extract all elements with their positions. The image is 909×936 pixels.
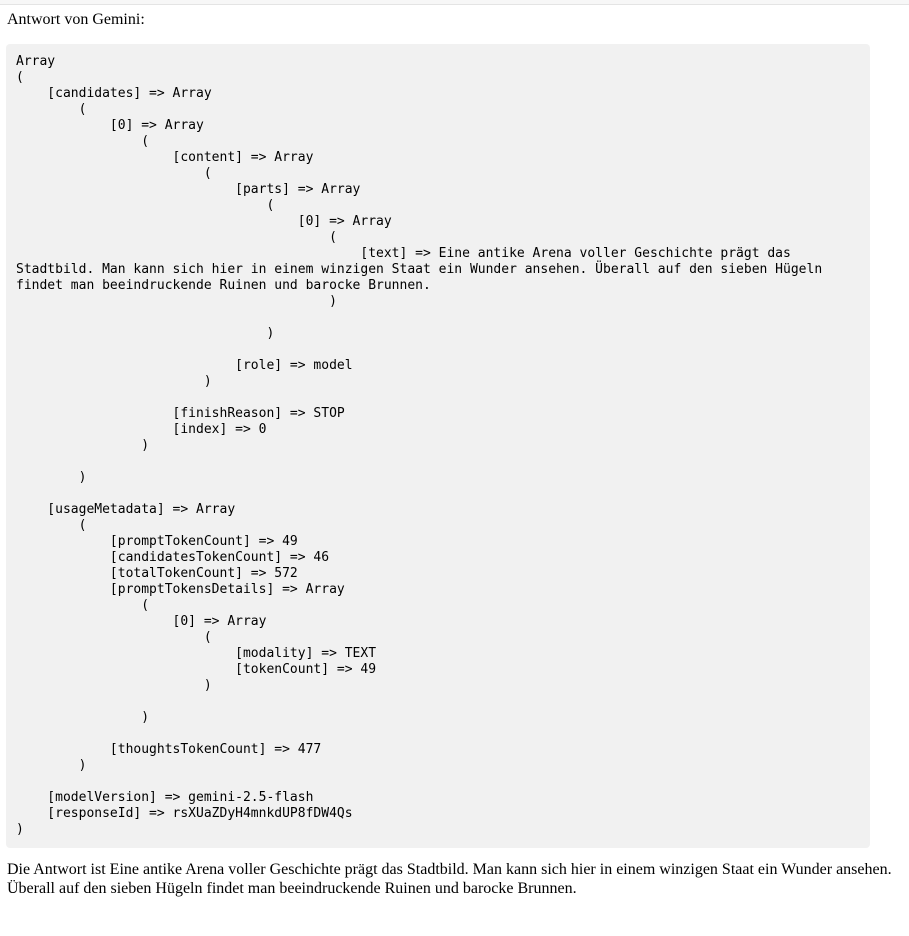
answer-text: Die Antwort ist Eine antike Arena voller Geschichte prägt das Stadtbild. Man kann sich hier in einem winzigen Staat ein Wunder ansehen. Überall auf den sieben Hügeln findet man beeindruckende Ruinen und barocke Brunnen.: [7, 861, 892, 897]
raw-response-block: [6, 44, 870, 848]
top-divider: [0, 0, 909, 5]
response-heading: Antwort von Gemini:: [7, 11, 145, 28]
raw-response-dump: Array ( [candidates] => Array ( [0] => Array ( [content] => Array ( [parts] => Array ( [0] => Array ( [text] => Eine antike Arena voller Geschichte prägt das Stadtbild. Man kann sich hier in einem winzigen Staat ein Wunder ansehen. Überall auf den sieben Hügeln findet man beeindruckende Ruinen und barocke Brunnen. ) ) [role] => model ) [finishReason] => STOP [index] => 0 ) ) [usageMetadata] => Array ( [promptTokenCount] => 49 [candidatesTokenCount] => 46 [totalTokenCount] => 572 [promptTokensDetails] => Array ( [0] => Array ( [modality] => TEXT [tokenCount] => 49 ) ) [thoughtsTokenCount] => 477 ) [modelVersion] => gemini-2.5-flash [responseId] => rsXUaZDyH4mnkdUP8fDW4Qs ): [16, 54, 823, 837]
